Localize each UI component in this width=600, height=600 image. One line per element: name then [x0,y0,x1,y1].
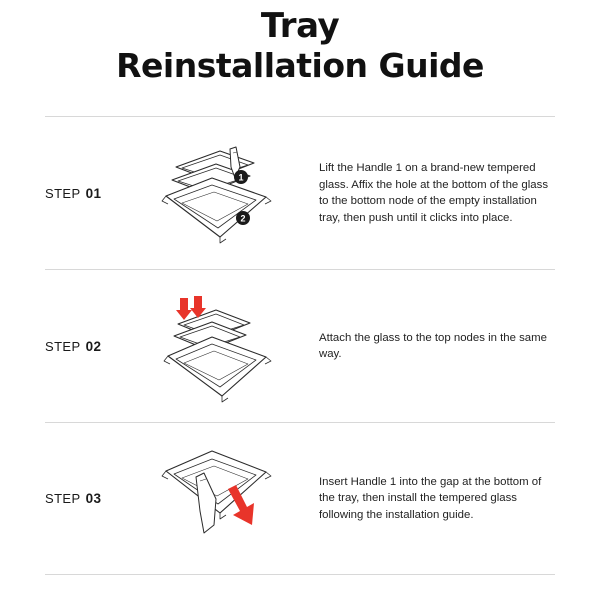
step-number: 02 [85,338,102,354]
tray-top-nodes-diagram-icon [142,284,292,409]
marker-1 [234,170,248,184]
title-line-2: Reinstallation Guide [116,46,484,85]
step-row [45,116,555,269]
step-word: STEP [45,338,81,354]
svg-text:1: 1 [238,172,244,183]
step-description: Lift the Handle 1 on a brand-new tempered glass. Affix the hole at the bottom of the glass to the bottom node of the empty installation tray, then push until it clicks into place. [319,162,549,224]
step-word: STEP [45,185,81,201]
step-description: Insert Handle 1 into the gap at the bottom of the tray, then install the tempered glass following the installation guide. [319,475,542,521]
step-illustration-2 [137,284,297,409]
step-illustration-1 [137,133,297,253]
marker-2 [236,211,250,225]
step-number: 01 [85,185,102,201]
step-row [45,269,555,422]
step-description: Attach the glass to the top nodes in the same way. [319,331,547,360]
svg-text:2: 2 [240,213,246,224]
step-number: 03 [85,491,102,506]
tray-glass-diagram-icon [142,133,292,253]
step-label [45,186,137,201]
title-line-1: Tray [260,6,340,46]
page-title [0,0,600,86]
step-illustration-3 [137,441,297,556]
steps-list [0,116,600,575]
step-label [45,339,137,354]
step-word: STEP [45,491,81,506]
step-label [45,491,137,506]
step-row [45,422,555,575]
handle-insert-diagram-icon [142,441,292,556]
